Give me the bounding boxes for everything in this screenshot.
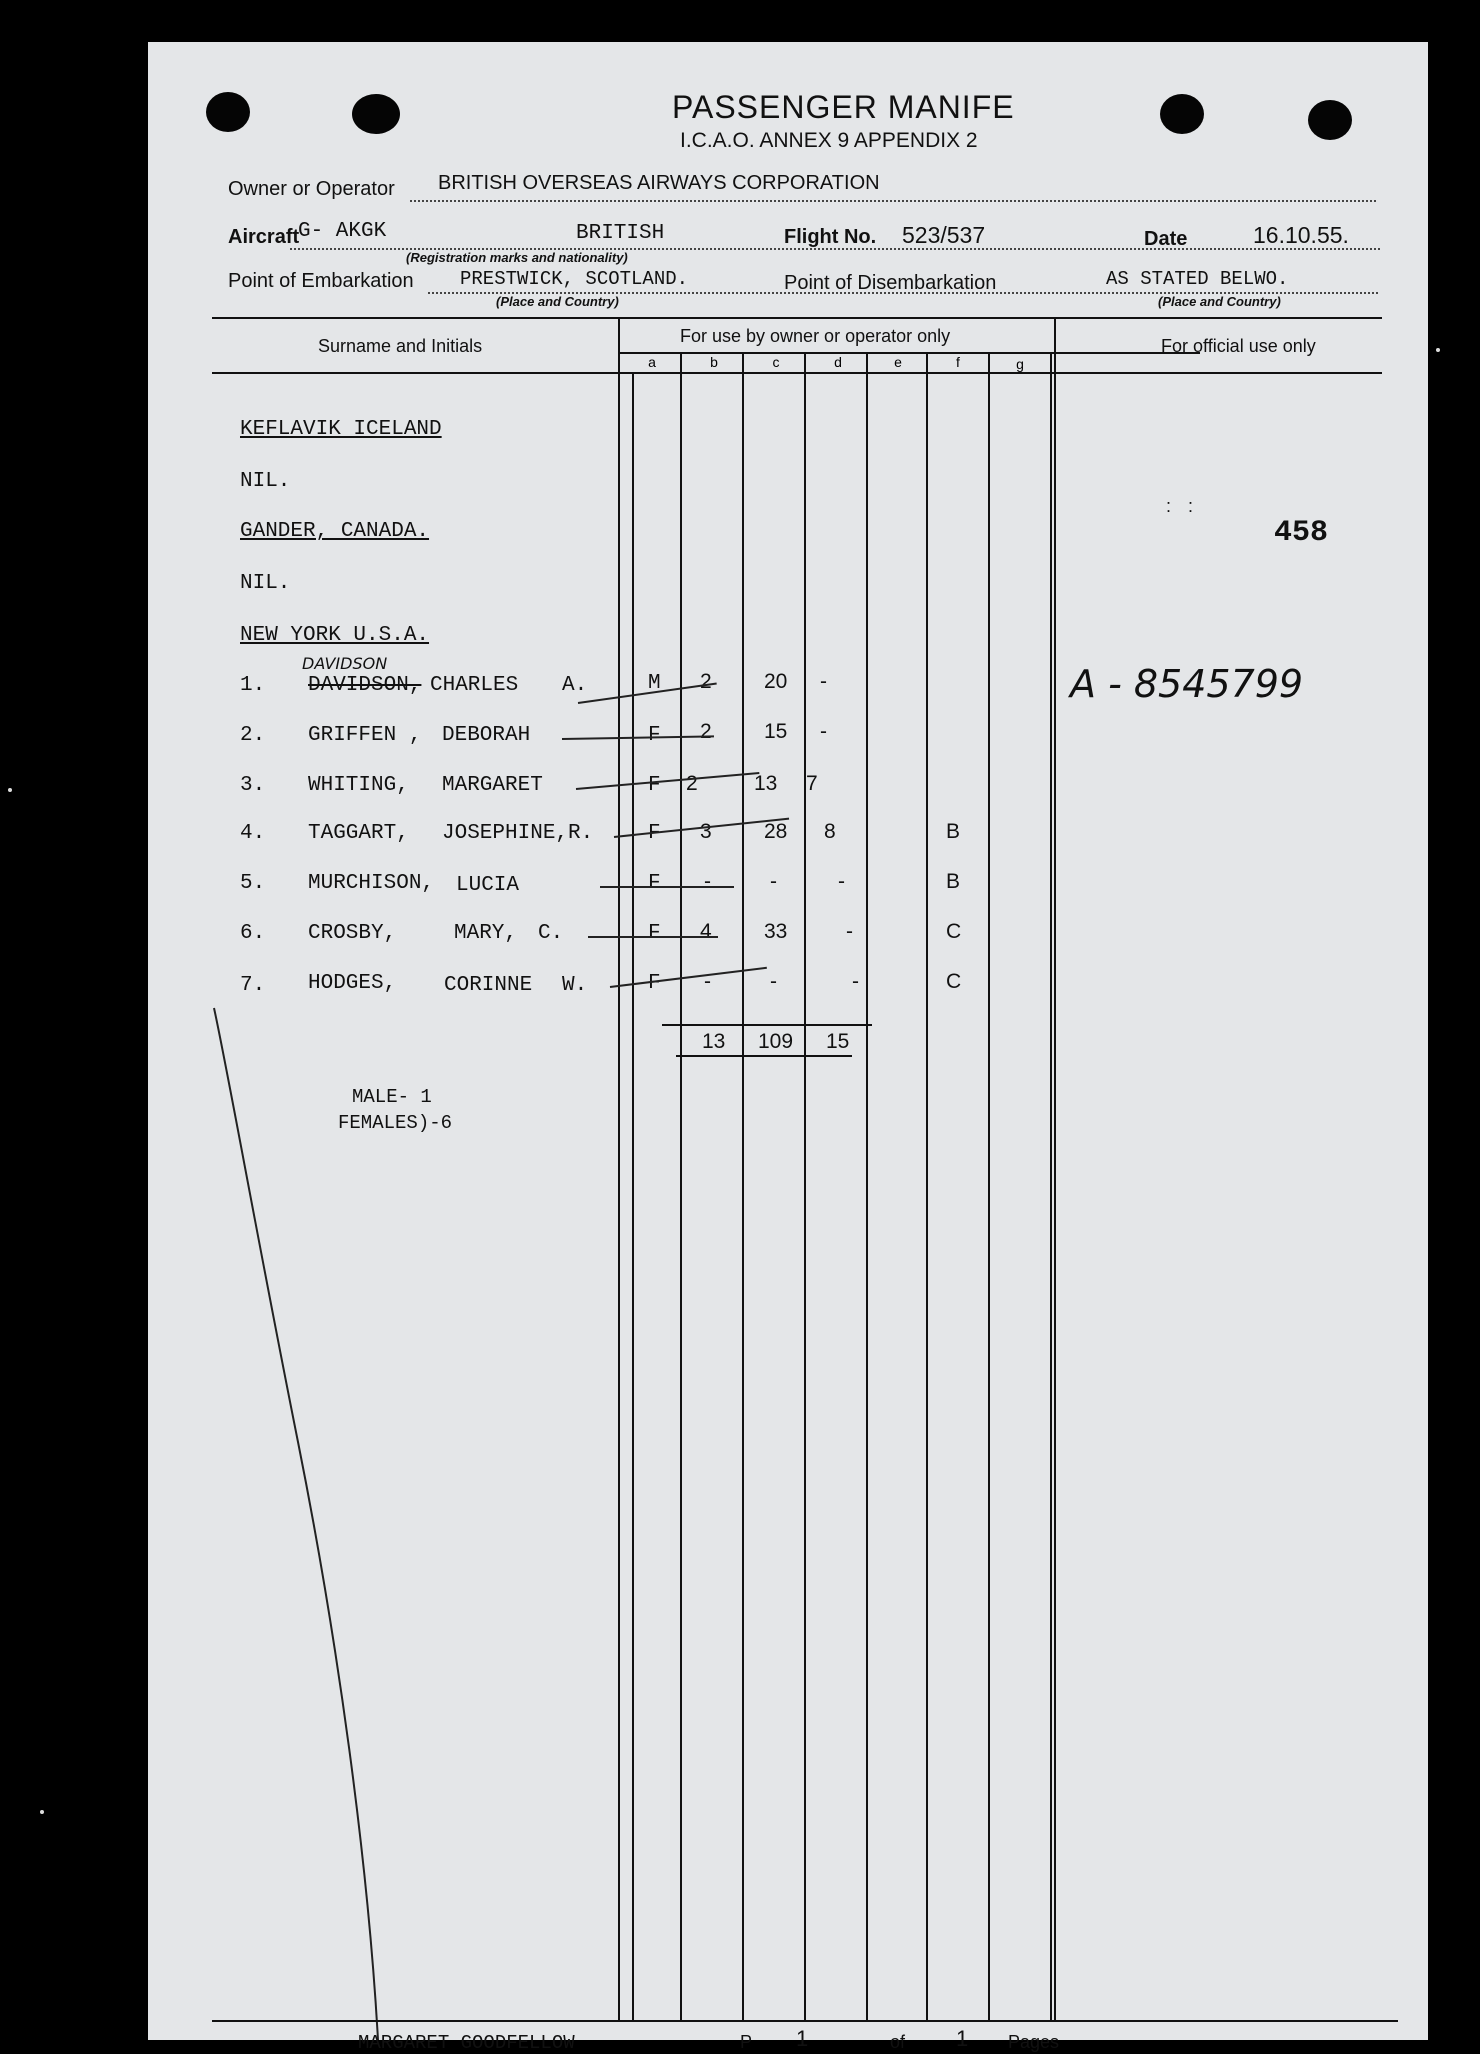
passenger-initials: W. <box>562 974 588 997</box>
alien-registration-number: A - 8545799 <box>1070 662 1304 706</box>
passenger-col-b: - <box>704 970 711 993</box>
total-col-c: 109 <box>758 1030 794 1053</box>
owner-use-header: For use by owner or operator only <box>680 326 951 346</box>
passenger-number: 4. <box>240 822 266 845</box>
column-label-d: d <box>834 354 842 370</box>
passenger-sex: F <box>648 972 661 995</box>
column-label-a: a <box>648 354 656 370</box>
passenger-col-c: - <box>770 970 777 993</box>
passenger-col-b: 2 <box>700 670 712 693</box>
passenger-col-d: - <box>852 970 859 993</box>
passenger-sex: F <box>648 922 661 945</box>
passenger-surname: GRIFFEN , <box>308 724 422 747</box>
passenger-col-d: - <box>846 920 853 943</box>
passenger-col-d: - <box>820 670 827 693</box>
passenger-given-name: JOSEPHINE,R. <box>442 822 594 845</box>
signature-text: MARGARET GOODFELLOW <box>358 2032 575 2054</box>
owner-label: Owner or Operator <box>228 178 395 200</box>
passenger-number: 2. <box>240 724 266 747</box>
disembarkation-value: AS STATED BELWO. <box>1106 268 1289 290</box>
flight-value: 523/537 <box>902 222 986 248</box>
column-label-c: c <box>772 354 780 370</box>
passenger-col-c: 28 <box>764 820 788 843</box>
passenger-col-b: 2 <box>686 772 698 795</box>
passenger-given-name: MARGARET <box>442 774 543 797</box>
davidson-handwritten-note: DAVIDSON <box>302 654 388 673</box>
passenger-initials: A. <box>562 674 588 697</box>
place-note-right: (Place and Country) <box>1158 294 1281 309</box>
embarkation-value: PRESTWICK, SCOTLAND. <box>460 268 689 290</box>
female-count: FEMALES)-6 <box>338 1112 453 1134</box>
stop-gander: GANDER, CANADA. <box>240 520 430 543</box>
stop-gander-nil: NIL. <box>240 572 291 595</box>
embarkation-label: Point of Embarkation <box>228 270 414 292</box>
passenger-col-d: 8 <box>824 820 836 843</box>
passenger-sex: F <box>648 724 661 747</box>
total-col-d: 15 <box>826 1030 850 1053</box>
passenger-number: 3. <box>240 774 266 797</box>
passenger-surname: WHITING, <box>308 774 409 797</box>
passenger-given-name: DEBORAH <box>442 724 531 747</box>
page-subtitle: I.C.A.O. ANNEX 9 APPENDIX 2 <box>680 129 978 152</box>
passenger-surname: DAVIDSON, <box>308 674 422 697</box>
total-col-b: 13 <box>702 1030 726 1053</box>
passenger-col-f: B <box>946 870 961 893</box>
owner-value: BRITISH OVERSEAS AIRWAYS CORPORATION <box>438 172 880 194</box>
passenger-col-f: B <box>946 820 961 843</box>
passenger-given-name: LUCIA <box>456 874 520 897</box>
aircraft-value: G- AKGK <box>298 220 387 243</box>
male-count: MALE- 1 <box>352 1086 432 1108</box>
scan-speck <box>8 788 12 792</box>
official-use-header: For official use only <box>1161 336 1316 356</box>
passenger-col-b: 4 <box>700 920 712 943</box>
date-value: 16.10.55. <box>1253 222 1349 248</box>
passenger-surname: MURCHISON, <box>308 872 435 895</box>
passenger-sex: M <box>648 672 661 695</box>
page-title: PASSENGER MANIFE <box>672 89 1015 125</box>
column-label-f: f <box>956 354 960 370</box>
passenger-col-b: - <box>704 870 711 893</box>
passenger-col-b: 3 <box>700 820 712 843</box>
passenger-number: 5. <box>240 872 266 895</box>
passenger-col-f: C <box>946 920 962 943</box>
passenger-sex: F <box>648 822 661 845</box>
official-number-stamp: 458 <box>1274 516 1329 550</box>
aircraft-label: Aircraft <box>228 226 300 248</box>
passenger-col-c: 33 <box>764 920 788 943</box>
passenger-number: 1. <box>240 674 266 697</box>
disembarkation-label: Point of Disembarkation <box>784 272 997 294</box>
place-note: (Place and Country) <box>496 294 619 309</box>
pages-label: Pages <box>1008 2032 1060 2052</box>
date-label: Date <box>1144 228 1188 250</box>
passenger-given-name: CORINNE <box>444 974 533 997</box>
passenger-col-f: C <box>946 970 962 993</box>
footer-rule <box>212 2020 1398 2022</box>
page-number: 1 <box>796 2026 809 2051</box>
flight-label: Flight No. <box>784 226 877 248</box>
passenger-number: 7. <box>240 974 266 997</box>
stop-keflavik-nil: NIL. <box>240 470 291 493</box>
passenger-given-name: MARY, <box>454 922 518 945</box>
scan-speck <box>40 1810 44 1814</box>
column-label-b: b <box>710 354 718 370</box>
passenger-col-c: 15 <box>764 720 788 743</box>
stop-keflavik: KEFLAVIK ICELAND <box>240 418 442 441</box>
passenger-number: 6. <box>240 922 266 945</box>
page-total: 1 <box>956 2026 969 2051</box>
passenger-col-b: 2 <box>700 720 712 743</box>
column-label-g: g <box>1016 356 1024 372</box>
passenger-col-c: 20 <box>764 670 788 693</box>
nationality-value: BRITISH <box>576 222 665 245</box>
manifest-sheet <box>148 42 1428 2054</box>
passenger-given-name: CHARLES <box>430 674 519 697</box>
passenger-sex: F <box>648 774 661 797</box>
passenger-initials: C. <box>538 922 564 945</box>
surname-header: Surname and Initials <box>318 336 483 356</box>
bracket-line <box>148 42 1428 2040</box>
passenger-surname: CROSBY, <box>308 922 397 945</box>
passenger-surname: TAGGART, <box>308 822 409 845</box>
scan-speck <box>1436 348 1440 352</box>
passenger-col-c: - <box>770 870 777 893</box>
registration-note: (Registration marks and nationality) <box>406 250 628 265</box>
passenger-col-d: 7 <box>806 772 818 795</box>
passenger-col-d: - <box>838 870 845 893</box>
page-of-label: of <box>890 2032 906 2052</box>
stop-newyork: NEW YORK U.S.A. <box>240 624 430 647</box>
passenger-col-d: - <box>820 720 827 743</box>
passenger-col-c: 13 <box>754 772 778 795</box>
passenger-surname: HODGES, <box>308 972 397 995</box>
passenger-sex: F <box>648 872 661 895</box>
page-label: P <box>740 2032 753 2052</box>
column-label-e: e <box>894 354 902 370</box>
official-dots: : : <box>1166 496 1200 516</box>
